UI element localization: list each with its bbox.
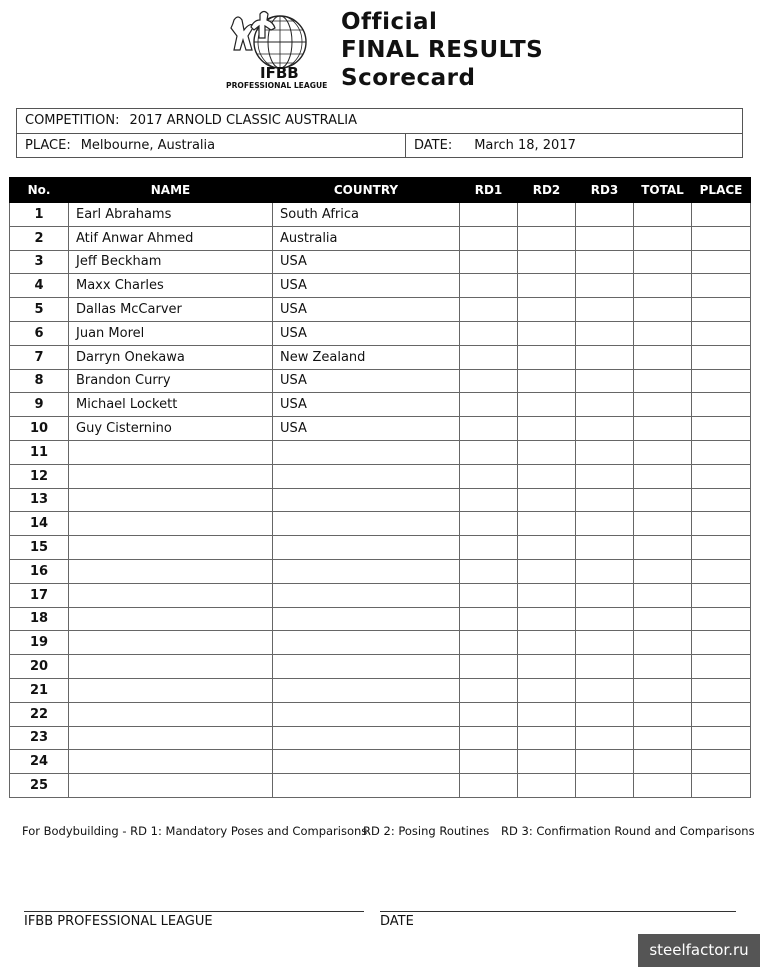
rd3-score-cell — [576, 417, 634, 441]
competitor-country — [273, 607, 460, 631]
rd3-score-cell — [576, 464, 634, 488]
row-number: 4 — [10, 274, 69, 298]
rd2-score-cell — [518, 226, 576, 250]
competitor-country: USA — [273, 321, 460, 345]
ifbb-logo — [220, 8, 334, 90]
row-number: 6 — [10, 321, 69, 345]
table-row — [10, 274, 751, 298]
place-cell — [692, 536, 751, 560]
place-cell — [692, 559, 751, 583]
row-number: 25 — [10, 774, 69, 798]
row-number: 16 — [10, 559, 69, 583]
row-number: 9 — [10, 393, 69, 417]
competitor-country: USA — [273, 417, 460, 441]
place-cell — [692, 226, 751, 250]
competitor-name — [69, 750, 273, 774]
rd1-score-cell — [460, 298, 518, 322]
competitor-name — [69, 655, 273, 679]
rd1-score-cell — [460, 250, 518, 274]
table-row — [10, 750, 751, 774]
signature-line-date: DATE — [380, 911, 736, 929]
place-cell — [692, 774, 751, 798]
place-cell — [692, 702, 751, 726]
total-score-cell — [634, 298, 692, 322]
rd3-score-cell — [576, 536, 634, 560]
rd2-score-cell — [518, 774, 576, 798]
total-score-cell — [634, 488, 692, 512]
competitor-name: Juan Morel — [69, 321, 273, 345]
total-score-cell — [634, 631, 692, 655]
table-row — [10, 464, 751, 488]
rd1-score-cell — [460, 631, 518, 655]
table-row — [10, 417, 751, 441]
competitor-name: Michael Lockett — [69, 393, 273, 417]
competitor-name — [69, 512, 273, 536]
competitor-country — [273, 464, 460, 488]
rd2-score-cell — [518, 631, 576, 655]
row-number: 24 — [10, 750, 69, 774]
row-number: 12 — [10, 464, 69, 488]
rd1-score-cell — [460, 369, 518, 393]
place-cell — [692, 203, 751, 227]
watermark: steelfactor.ru — [638, 934, 760, 967]
rd3-score-cell — [576, 369, 634, 393]
header-rd2: RD2 — [518, 178, 576, 203]
place-cell — [692, 726, 751, 750]
total-score-cell — [634, 250, 692, 274]
logo-subtext: PROFESSIONAL LEAGUE — [226, 81, 328, 90]
header-place: PLACE — [692, 178, 751, 203]
row-number: 2 — [10, 226, 69, 250]
total-score-cell — [634, 274, 692, 298]
table-row — [10, 369, 751, 393]
competitor-name: Earl Abrahams — [69, 203, 273, 227]
rd1-score-cell — [460, 203, 518, 227]
row-number: 21 — [10, 678, 69, 702]
rd2-score-cell — [518, 393, 576, 417]
row-number: 22 — [10, 702, 69, 726]
total-score-cell — [634, 393, 692, 417]
table-row — [10, 655, 751, 679]
place-label: PLACE: — [25, 138, 71, 153]
rd2-score-cell — [518, 607, 576, 631]
total-score-cell — [634, 702, 692, 726]
rd3-score-cell — [576, 774, 634, 798]
competitor-name — [69, 464, 273, 488]
competitor-country: USA — [273, 393, 460, 417]
competitor-name — [69, 726, 273, 750]
table-row — [10, 203, 751, 227]
competitor-name — [69, 774, 273, 798]
competition-label: COMPETITION: — [25, 113, 120, 128]
rd1-score-cell — [460, 702, 518, 726]
place-cell — [692, 488, 751, 512]
rd1-score-cell — [460, 393, 518, 417]
competitor-country: USA — [273, 298, 460, 322]
rd3-score-cell — [576, 203, 634, 227]
row-number: 3 — [10, 250, 69, 274]
competitor-country — [273, 583, 460, 607]
rd3-score-cell — [576, 607, 634, 631]
total-score-cell — [634, 464, 692, 488]
place-value: Melbourne, Australia — [80, 138, 216, 153]
competitor-country — [273, 536, 460, 560]
rd1-score-cell — [460, 440, 518, 464]
header-rd3: RD3 — [576, 178, 634, 203]
row-number: 20 — [10, 655, 69, 679]
date-cell — [406, 134, 576, 158]
total-score-cell — [634, 226, 692, 250]
table-row — [10, 774, 751, 798]
total-score-cell — [634, 345, 692, 369]
place-cell — [692, 750, 751, 774]
rd2-score-cell — [518, 750, 576, 774]
date-value: March 18, 2017 — [474, 138, 576, 153]
rd1-score-cell — [460, 274, 518, 298]
place-cell — [692, 250, 751, 274]
row-number: 10 — [10, 417, 69, 441]
rd1-score-cell — [460, 488, 518, 512]
competitor-name: Brandon Curry — [69, 369, 273, 393]
page-title — [341, 8, 543, 92]
competitor-name — [69, 488, 273, 512]
rd2-score-cell — [518, 726, 576, 750]
total-score-cell — [634, 583, 692, 607]
competitor-name: Jeff Beckham — [69, 250, 273, 274]
place-cell — [692, 464, 751, 488]
rd1-score-cell — [460, 512, 518, 536]
total-score-cell — [634, 417, 692, 441]
table-row — [10, 321, 751, 345]
rd3-score-cell — [576, 678, 634, 702]
rd3-score-cell — [576, 631, 634, 655]
total-score-cell — [634, 655, 692, 679]
competitor-country — [273, 774, 460, 798]
competitor-name — [69, 607, 273, 631]
place-cell — [692, 369, 751, 393]
rd3-score-cell — [576, 583, 634, 607]
rd1-score-cell — [460, 417, 518, 441]
place-cell — [692, 298, 751, 322]
rd3-score-cell — [576, 559, 634, 583]
rd3-score-cell — [576, 512, 634, 536]
place-cell — [692, 440, 751, 464]
rd1-score-cell — [460, 226, 518, 250]
table-row — [10, 298, 751, 322]
footnote-rd1: For Bodybuilding - RD 1: Mandatory Poses and Comparisons — [22, 824, 368, 838]
header-country: COUNTRY — [273, 178, 460, 203]
row-number: 18 — [10, 607, 69, 631]
rd1-score-cell — [460, 321, 518, 345]
rd2-score-cell — [518, 512, 576, 536]
competitor-country: USA — [273, 369, 460, 393]
table-row — [10, 559, 751, 583]
place-cell — [692, 417, 751, 441]
row-number: 19 — [10, 631, 69, 655]
competitor-country — [273, 488, 460, 512]
competitor-country: New Zealand — [273, 345, 460, 369]
competitor-name — [69, 559, 273, 583]
competitor-country: Australia — [273, 226, 460, 250]
title-line-final-results: FINAL RESULTS — [341, 37, 544, 63]
rd1-score-cell — [460, 655, 518, 679]
place-cell — [692, 607, 751, 631]
table-row — [10, 393, 751, 417]
rd3-score-cell — [576, 702, 634, 726]
footnote-rd3: RD 3: Confirmation Round and Comparisons — [501, 824, 755, 838]
row-number: 11 — [10, 440, 69, 464]
row-number: 7 — [10, 345, 69, 369]
row-number: 5 — [10, 298, 69, 322]
rd2-score-cell — [518, 536, 576, 560]
total-score-cell — [634, 536, 692, 560]
signature-line-league: IFBB PROFESSIONAL LEAGUE — [24, 911, 364, 929]
total-score-cell — [634, 440, 692, 464]
rd2-score-cell — [518, 203, 576, 227]
row-number: 23 — [10, 726, 69, 750]
scorecard-body — [10, 203, 751, 798]
rd2-score-cell — [518, 678, 576, 702]
competitor-country — [273, 678, 460, 702]
total-score-cell — [634, 559, 692, 583]
rd2-score-cell — [518, 274, 576, 298]
rd1-score-cell — [460, 678, 518, 702]
competitor-name: Maxx Charles — [69, 274, 273, 298]
rd1-score-cell — [460, 464, 518, 488]
place-cell — [692, 274, 751, 298]
total-score-cell — [634, 321, 692, 345]
competitor-name — [69, 702, 273, 726]
table-row — [10, 488, 751, 512]
table-row — [10, 583, 751, 607]
rd3-score-cell — [576, 440, 634, 464]
competitor-name: Atif Anwar Ahmed — [69, 226, 273, 250]
place-cell — [692, 512, 751, 536]
rd2-score-cell — [518, 583, 576, 607]
rd1-score-cell — [460, 750, 518, 774]
rd1-score-cell — [460, 583, 518, 607]
row-number: 15 — [10, 536, 69, 560]
globe-athletes-icon — [220, 8, 334, 90]
competitor-name — [69, 536, 273, 560]
competitor-name — [69, 583, 273, 607]
table-row — [10, 726, 751, 750]
table-row — [10, 345, 751, 369]
total-score-cell — [634, 369, 692, 393]
header-name: NAME — [69, 178, 273, 203]
table-row — [10, 512, 751, 536]
rd3-score-cell — [576, 274, 634, 298]
competitor-name — [69, 440, 273, 464]
header-no: No. — [10, 178, 69, 203]
rd3-score-cell — [576, 321, 634, 345]
place-date-row — [17, 134, 742, 158]
competitor-country — [273, 512, 460, 536]
competition-info-box — [16, 108, 743, 158]
rd2-score-cell — [518, 250, 576, 274]
table-row — [10, 678, 751, 702]
competitor-country: South Africa — [273, 203, 460, 227]
logo-text: IFBB — [260, 64, 299, 82]
rd3-score-cell — [576, 226, 634, 250]
rd2-score-cell — [518, 440, 576, 464]
rd3-score-cell — [576, 726, 634, 750]
title-line-official: Official — [341, 9, 438, 35]
scorecard-table — [9, 177, 751, 798]
date-label: DATE: — [414, 138, 453, 153]
competition-value: 2017 ARNOLD CLASSIC AUSTRALIA — [129, 113, 357, 128]
rd1-score-cell — [460, 607, 518, 631]
rd3-score-cell — [576, 393, 634, 417]
total-score-cell — [634, 774, 692, 798]
rd2-score-cell — [518, 464, 576, 488]
table-row — [10, 250, 751, 274]
rd3-score-cell — [576, 250, 634, 274]
total-score-cell — [634, 726, 692, 750]
header-total: TOTAL — [634, 178, 692, 203]
row-number: 8 — [10, 369, 69, 393]
total-score-cell — [634, 678, 692, 702]
rd3-score-cell — [576, 298, 634, 322]
table-row — [10, 702, 751, 726]
rd2-score-cell — [518, 345, 576, 369]
total-score-cell — [634, 512, 692, 536]
place-cell — [692, 321, 751, 345]
competitor-name: Dallas McCarver — [69, 298, 273, 322]
place-cell — [692, 631, 751, 655]
competitor-country — [273, 631, 460, 655]
rd2-score-cell — [518, 417, 576, 441]
rd1-score-cell — [460, 774, 518, 798]
rd3-score-cell — [576, 488, 634, 512]
table-row — [10, 226, 751, 250]
place-cell — [692, 678, 751, 702]
place-cell — [17, 134, 406, 158]
competitor-country — [273, 750, 460, 774]
rd3-score-cell — [576, 345, 634, 369]
place-cell — [692, 393, 751, 417]
row-number: 17 — [10, 583, 69, 607]
table-row — [10, 536, 751, 560]
table-row — [10, 440, 751, 464]
rd3-score-cell — [576, 655, 634, 679]
table-row — [10, 631, 751, 655]
rd2-score-cell — [518, 321, 576, 345]
total-score-cell — [634, 750, 692, 774]
rd1-score-cell — [460, 559, 518, 583]
rd2-score-cell — [518, 702, 576, 726]
competitor-country — [273, 726, 460, 750]
competitor-country — [273, 440, 460, 464]
table-header-row — [10, 178, 751, 203]
header-rd1: RD1 — [460, 178, 518, 203]
place-cell — [692, 655, 751, 679]
rd3-score-cell — [576, 750, 634, 774]
competitor-name — [69, 678, 273, 702]
rd1-score-cell — [460, 726, 518, 750]
rd2-score-cell — [518, 369, 576, 393]
rd2-score-cell — [518, 655, 576, 679]
rd2-score-cell — [518, 298, 576, 322]
total-score-cell — [634, 607, 692, 631]
rd1-score-cell — [460, 536, 518, 560]
footnote-rd2: RD 2: Posing Routines — [363, 824, 490, 838]
rd2-score-cell — [518, 559, 576, 583]
competitor-country — [273, 559, 460, 583]
total-score-cell — [634, 203, 692, 227]
competitor-country — [273, 655, 460, 679]
rd2-score-cell — [518, 488, 576, 512]
competition-row — [17, 109, 742, 134]
table-row — [10, 607, 751, 631]
competitor-name — [69, 631, 273, 655]
competitor-name: Guy Cisternino — [69, 417, 273, 441]
competitor-country: USA — [273, 274, 460, 298]
place-cell — [692, 583, 751, 607]
competitor-country: USA — [273, 250, 460, 274]
title-line-scorecard: Scorecard — [341, 65, 476, 91]
rd1-score-cell — [460, 345, 518, 369]
row-number: 14 — [10, 512, 69, 536]
place-cell — [692, 345, 751, 369]
row-number: 1 — [10, 203, 69, 227]
competitor-name: Darryn Onekawa — [69, 345, 273, 369]
row-number: 13 — [10, 488, 69, 512]
competitor-country — [273, 702, 460, 726]
